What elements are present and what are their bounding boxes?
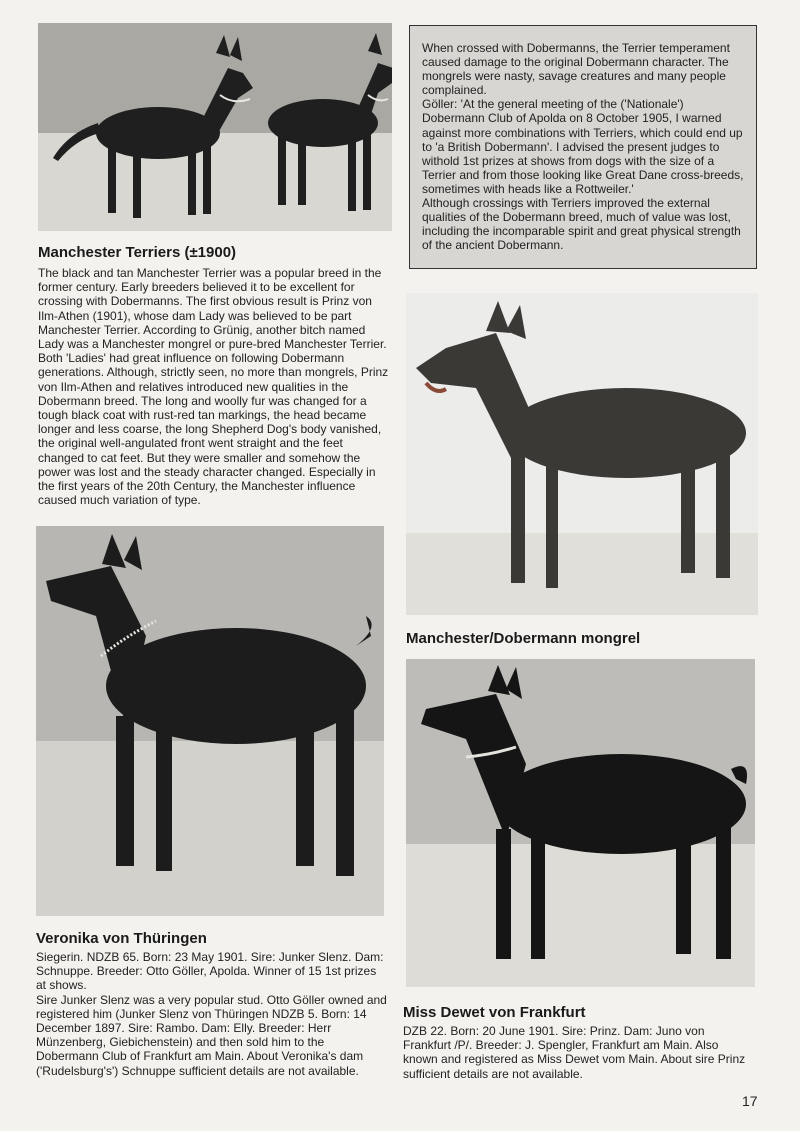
manchester-paragraph: The black and tan Manchester Terrier was a popular breed in the former century. Early breeders believed it to be excellent for crossing with Dobermanns. The first obvious result is Prinz von Ilm-Athen (1901), whose dam Lady was believed to be part Manchester Terrier. According to Grünig, another bitch named Lady was a Manchester mongrel or pure-bred Manchester Terrier. Both 'Ladies' had great influence on following Dobermann generations. Although, strictly seen, no more than mongrels, Prinz von Ilm-Athen and relatives introduced new qualities in the Dobermann breed. The long and woolly fur was changed for a tough black coat with rust-red tan markings, the head became longer and less coarse, the long Shepherd Dog's body vanished, the original well-angulated front went straight and the feet changed to cat feet. But they were smaller and somehow the power was lost and the steady character changed. Especially in the first years of the 20th Century, the Manchester influence caused much variation of type. xyxy=(38,266,389,508)
veronika-para-2: Sire Junker Slenz was a very popular stud. Otto Göller owned and registered him (Junker Slenz von Thüringen NDZB 5. Born: 14 December 1897. Sire: Rambo. Dam: Elly. Breeder: Herr Münzenberg, Giebichenstein) and then sold him to the Dobermann Club of Frankfurt am Main. About Veronika's dam ('Rudelsburg's') Schnuppe sufficient details are not available. xyxy=(36,992,387,1078)
page-number: 17 xyxy=(742,1093,758,1109)
veronika-text xyxy=(36,950,388,1078)
manchester-terriers-text xyxy=(38,266,390,507)
note-para-3: Although crossings with Terriers improved the external qualities of the Dobermann breed, much of value was lost, including the incomparable spirit and great physical strength of the ancient Dobermann. xyxy=(422,196,741,253)
mongrel-photo xyxy=(406,293,758,615)
manchester-terriers-title: Manchester Terriers (±1900) xyxy=(38,244,237,261)
note-para-2: Göller: 'At the general meeting of the ('Nationale') Dobermann Club of Apolda on 8 October 1905, I warned against more combinations with Terriers, which could end up to 'a British Dobermann'. I advised the present judges to withold 1st prizes at shows from dogs with the size of a Terrier and from those looking like Great Dane cross-breeds, sometimes with heads like a Rottweiler.' xyxy=(422,97,744,196)
terrier-temperament-note xyxy=(409,25,757,269)
miss-dewet-photo xyxy=(406,659,755,987)
veronika-title: Veronika von Thüringen xyxy=(36,930,207,947)
veronika-photo xyxy=(36,526,384,916)
miss-dewet-text xyxy=(403,1024,755,1081)
mongrel-caption: Manchester/Dobermann mongrel xyxy=(406,630,641,647)
veronika-para-1: Siegerin. NDZB 65. Born: 23 May 1901. Sire: Junker Slenz. Dam: Schnuppe. Breeder: Otto Göller, Apolda. Winner of 15 1st prizes at shows. xyxy=(36,950,384,993)
miss-dewet-para-1: DZB 22. Born: 20 June 1901. Sire: Prinz. Dam: Juno von Frankfurt /P/. Breeder: J. Spengler, Frankfurt am Main. Also known and registered as Miss Dewet vom Main. About sire Prinz sufficient details are not available. xyxy=(403,1024,746,1081)
note-para-1: When crossed with Dobermanns, the Terrier temperament caused damage to the original Dobermann character. The mongrels were nasty, savage creatures and many people complained. xyxy=(422,41,730,98)
miss-dewet-title: Miss Dewet von Frankfurt xyxy=(403,1004,586,1021)
manchester-terriers-photo xyxy=(38,23,392,231)
